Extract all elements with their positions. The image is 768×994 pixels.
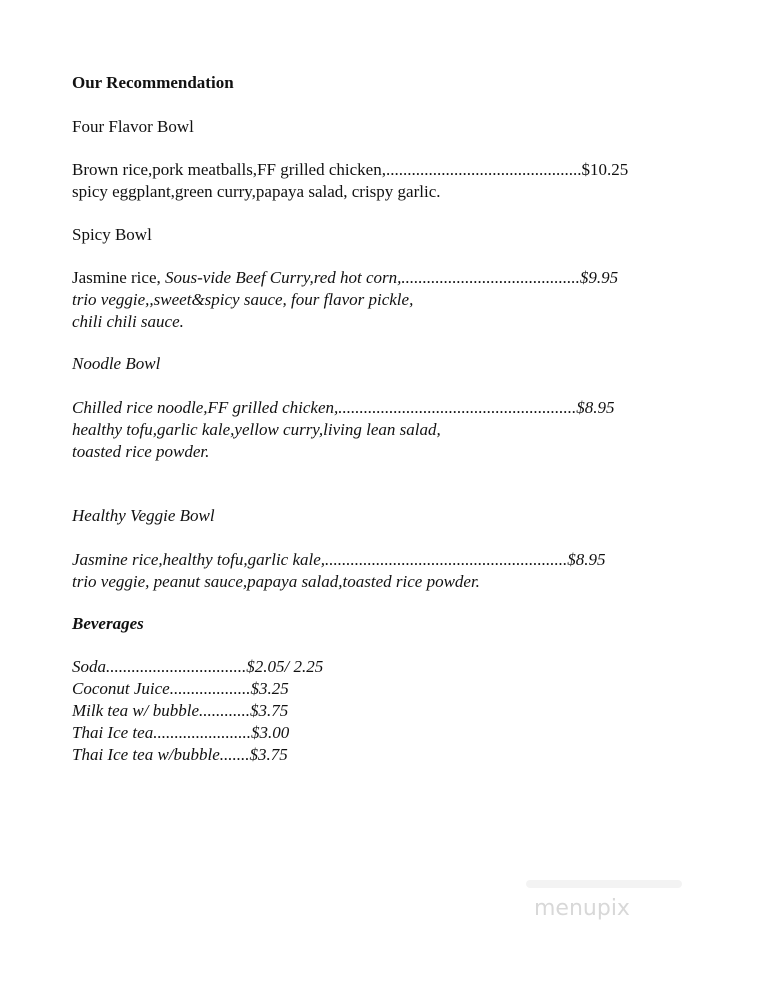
spicy-line-2: trio veggie,,sweet&spicy sauce, four flavor pickle, bbox=[72, 290, 414, 309]
spicy-line-1-italic: Sous-vide Beef Curry,red hot corn,..........................................$9.95 bbox=[165, 268, 619, 287]
beverage-item: Coconut Juice...................$3.25 bbox=[72, 679, 289, 698]
spicy-line-1-prefix: Jasmine rice, bbox=[72, 268, 165, 287]
noodle-line-1: Chilled rice noodle,FF grilled chicken,........................................................$8.95 bbox=[72, 398, 615, 417]
noodle-line-3: toasted rice powder. bbox=[72, 442, 210, 461]
watermark-bar bbox=[526, 880, 682, 888]
beverage-item: Thai Ice tea.......................$3.00 bbox=[72, 723, 290, 742]
four-flavor-line-2: spicy eggplant,green curry,papaya salad, crispy garlic. bbox=[72, 182, 441, 201]
four-flavor-title: Four Flavor Bowl bbox=[72, 117, 194, 136]
beverage-item: Milk tea w/ bubble............$3.75 bbox=[72, 701, 289, 720]
menu-heading: Our Recommendation bbox=[72, 73, 234, 92]
beverages-title: Beverages bbox=[72, 614, 144, 633]
veggie-title: Healthy Veggie Bowl bbox=[72, 506, 215, 525]
beverage-item: Soda.................................$2.05/ 2.25 bbox=[72, 657, 324, 676]
veggie-line-1: Jasmine rice,healthy tofu,garlic kale,.........................................................$8.95 bbox=[72, 550, 606, 569]
noodle-line-2: healthy tofu,garlic kale,yellow curry,living lean salad, bbox=[72, 420, 441, 439]
spicy-line-1 bbox=[72, 267, 618, 289]
spicy-title: Spicy Bowl bbox=[72, 225, 152, 244]
beverage-item: Thai Ice tea w/bubble.......$3.75 bbox=[72, 745, 288, 764]
menupix-watermark: menupix bbox=[534, 896, 630, 921]
noodle-title: Noodle Bowl bbox=[72, 354, 161, 373]
four-flavor-line-1: Brown rice,pork meatballs,FF grilled chicken,..............................................$10.25 bbox=[72, 160, 629, 179]
veggie-line-2: trio veggie, peanut sauce,papaya salad,toasted rice powder. bbox=[72, 572, 480, 591]
spicy-line-3: chili chili sauce. bbox=[72, 312, 184, 331]
